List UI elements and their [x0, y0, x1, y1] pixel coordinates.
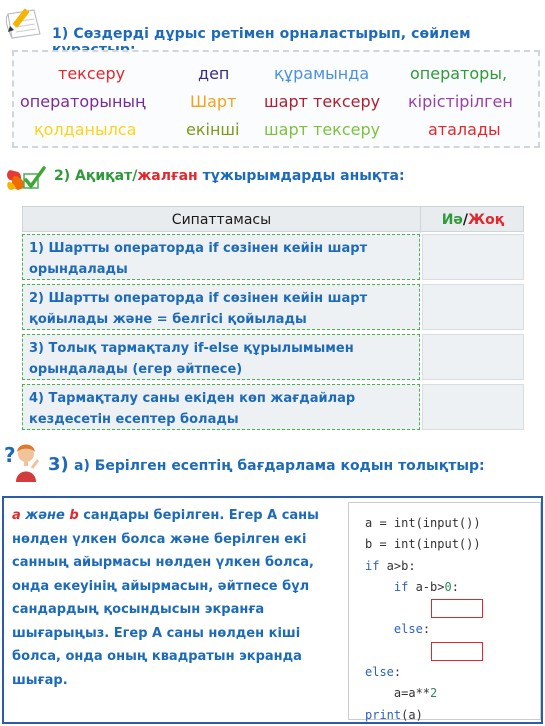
- code-line: [365, 683, 540, 704]
- code-text: a=a**2: [365, 686, 438, 701]
- thinking-person-icon: [4, 440, 44, 484]
- answer-cell[interactable]: [422, 234, 524, 280]
- title-suffix: тұжырымдарды анықта:: [197, 168, 405, 184]
- word-item[interactable]: қолданылса: [34, 120, 137, 139]
- code-line: [365, 577, 540, 598]
- code-text: a = int(input()): [365, 516, 481, 530]
- code-text: print(a): [365, 707, 423, 722]
- statement-row: 4) Тармақталу саны екіден көп жағдайлар кездесетін есептер болады: [22, 384, 420, 430]
- statement-row: 3) Толық тармақталу if-else құрылымымен орындалады (егер әйтпесе): [22, 334, 420, 380]
- no-label: Жоқ: [468, 212, 505, 228]
- answer-cell[interactable]: [422, 384, 524, 430]
- section3-header: [4, 440, 544, 484]
- code-line: [365, 534, 540, 555]
- svg-text:?: ?: [4, 443, 16, 467]
- answer-blank[interactable]: [431, 599, 483, 618]
- section1-title: 1) Сөздерді дұрыс ретімен орналастырып, сөйлем: [52, 26, 471, 42]
- and-word: және: [20, 508, 70, 523]
- code-line: [365, 641, 540, 662]
- checklist-icon: [4, 162, 48, 194]
- word-item[interactable]: операторы,: [410, 64, 508, 83]
- code-text: else:: [393, 622, 431, 637]
- code-text: if a-b>0:: [393, 579, 459, 594]
- pencil-paper-icon: [4, 6, 44, 40]
- statement-row: 1) Шартты операторда if сөзінен кейін шарт орындалады: [22, 234, 420, 280]
- word-item[interactable]: тексеру: [58, 64, 126, 83]
- column-header-yes-no: [421, 207, 525, 233]
- word-bank: [12, 50, 540, 148]
- task-description: [12, 504, 342, 692]
- word-item[interactable]: екінші: [186, 120, 240, 139]
- var-b: b: [69, 508, 79, 523]
- table-header: [22, 206, 524, 232]
- var-a: a: [12, 508, 21, 523]
- code-text: if a>b:: [365, 558, 416, 573]
- code-text: else:: [365, 665, 402, 680]
- section2-title: [54, 168, 405, 184]
- word-item[interactable]: аталады: [428, 120, 501, 139]
- code-line: [365, 705, 540, 726]
- task-text: сандары берілген. Егер А саны нөлден үлкен болса және берілген екі санның айырмасы нөлден үлкен болса, онда екеуінің айырмасын, әйтпесе бұл сандардың қосындысын экранға шығарыңыз. Егер А саны нөлден кіші болса, онда оның квадратын экранда шығар.: [12, 508, 319, 688]
- word-item[interactable]: кірістірілген: [408, 92, 513, 111]
- word-item[interactable]: құрамында: [274, 64, 370, 83]
- answer-blank[interactable]: [431, 642, 483, 661]
- code-line: [365, 619, 540, 640]
- yes-label: Иә: [441, 212, 463, 228]
- word-item[interactable]: шарт тексеру: [264, 120, 381, 139]
- code-line: [365, 556, 540, 577]
- title-prefix: 2) Ақиқат/: [54, 168, 138, 184]
- code-line: [365, 662, 540, 683]
- separator: /: [462, 212, 469, 228]
- section2-header: [4, 162, 544, 196]
- section1-header: [4, 6, 544, 40]
- answer-cell[interactable]: [422, 334, 524, 380]
- word-item[interactable]: операторының: [20, 92, 146, 111]
- code-task-panel: [2, 496, 543, 724]
- code-line: [365, 598, 540, 619]
- code-line: [365, 513, 540, 534]
- section3-number: 3): [48, 454, 69, 475]
- title-false: жалған: [137, 168, 198, 184]
- answer-cell[interactable]: [422, 284, 524, 330]
- statement-row: 2) Шартты операторда if сөзінен кейін шарт қойылады және = белгісі қойылады: [22, 284, 420, 330]
- word-item[interactable]: Шарт: [190, 92, 237, 111]
- code-editor: [348, 502, 541, 720]
- word-item[interactable]: шарт тексеру: [264, 92, 381, 111]
- section3-title: а) Берілген есептің бағдарлама кодын толықтыр:: [74, 458, 485, 474]
- word-item[interactable]: деп: [198, 64, 230, 83]
- column-header-description: Сипаттамасы: [23, 207, 421, 233]
- code-text: b = int(input()): [365, 537, 481, 552]
